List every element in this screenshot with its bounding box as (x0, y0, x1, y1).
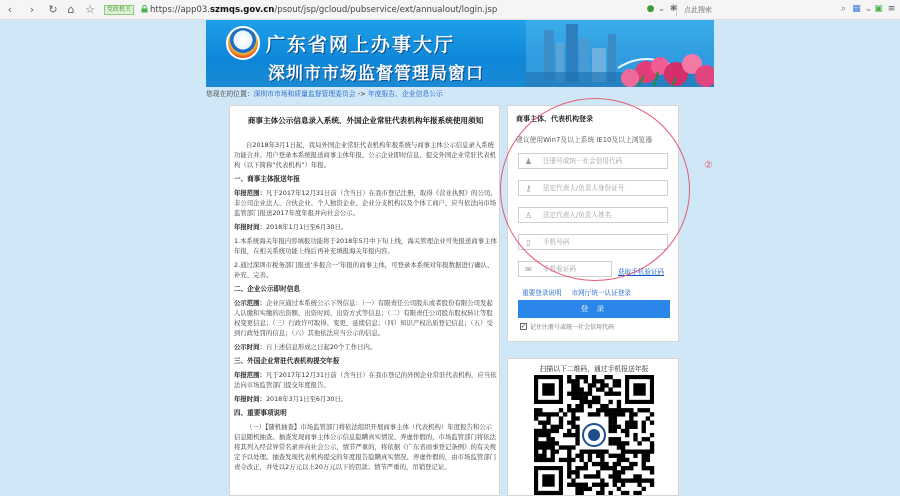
key-icon: ⚷ (525, 184, 532, 193)
breadcrumb-separator: -> (355, 90, 368, 98)
banner-subtitle: 深圳市市场监督管理局窗口 (268, 64, 484, 84)
section-title: 三、外国企业常驻代表机构提交年报 (234, 357, 340, 365)
section-title: 二、企业公示即时信息 (234, 285, 300, 293)
back-icon[interactable]: ‹ (7, 3, 13, 16)
get-sms-code-link[interactable]: 获取手机验证码 (618, 268, 665, 276)
breadcrumb-prefix: 您现在的位置： (206, 90, 254, 98)
notice-paragraph: （一）【随机抽查】市场监管部门将依法组织开展商事主体（代表机构）年度报告和公示信息随机抽查。抽查发现商事主体公示信息隐瞒真实情况、弄虚作假的，市场监管部门将依法将其列入经营异常名录并向社会公示，情节严重的，将依据《广东省商事登记条例》的有关规定予以处理。抽查发现代表机构提交的年度报告隐瞒真实情况、弄虚作假的，由市场监管部门责令改正，并处以2万元以上20万元以下的罚款；情节严重的，吊销登记证。 (234, 423, 497, 471)
notice-paragraph: 2.通过深圳市税务部门报送‘多报合一’年报的商事主体，可登录本系统对年报数据进行确认、补充、完善。 (234, 261, 494, 279)
login-button[interactable]: 登 录 (518, 300, 670, 318)
qr-panel (507, 358, 679, 496)
notice-intro: 自2018年3月1日起，我局外国企业常驻代表机构年报系统与商事主体公示信息录入系统功能合并。用户登录本系统报送商事主体年报、公示企业即时信息、提交外国企业常驻代表机构（以下简称“代表机构”）年报。 (234, 141, 497, 169)
login-heading: 商事主体、代表机构登录 (516, 115, 593, 123)
notice-paragraph: 年报时间：2018年1月1日至6月30日。 (234, 223, 348, 231)
user-icon: ♟ (524, 157, 533, 166)
breadcrumb-link-report[interactable]: 年度报告、企业信息公示 (368, 90, 443, 98)
breadcrumb-link-committee[interactable]: 深圳市市场和质量监督管理委员会 (253, 90, 356, 98)
notice-paragraph: 年报范围：凡于2017年12月31日前（含当日）在我市登记注册，取得《营业执照》的公司、非公司企业法人、合伙企业、个人独资企业、企业分支机构以及个体工商户，应当依法向市场监管部门报送2017年度年报并向社会公示。 (234, 189, 497, 217)
search-engine-icon[interactable]: ✱ (669, 4, 678, 14)
registration-number-field[interactable]: ♟ 注册号或统一社会信用代码 (518, 153, 668, 169)
emblem-logo (226, 26, 260, 60)
qr-code-image (524, 375, 664, 495)
apps-icon[interactable]: ▦ (852, 4, 861, 14)
notice-paragraph: 公示范围：企业应通过本系统公示下列信息：（一）有限责任公司股东或者股份有限公司发起人认缴和实缴的出资额、出资时间、出资方式等信息；（二）有限责任公司股东股权转让等股权变更信息；（三）行政许可取得、变更、延续信息；（四）知识产权出质登记信息；（五）受到行政处罚的信息；（六）其他依法应当公示的信息。 (234, 299, 493, 337)
forward-icon[interactable]: › (29, 3, 35, 16)
browser-toolbar (0, 0, 900, 20)
banner-title: 广东省网上办事大厅 (266, 34, 456, 56)
extension-icon[interactable]: ▣ (874, 4, 883, 14)
city-skyline-image (526, 20, 714, 87)
remember-label: 记住注册号或统一社会信用代码 (530, 324, 615, 331)
annotation-number: ② (704, 160, 713, 171)
shield-icon[interactable]: ● (646, 4, 655, 14)
notice-paragraph: 年报范围：凡于2017年12月31日前（含当日）在我市登记的外国企业常驻代表机构，应当依法向市场监管部门提交年度报告。 (234, 371, 497, 389)
qr-title: 扫描以下二维码，通过手机报送年报 (539, 365, 649, 373)
dropdown-icon[interactable]: ⌄ (657, 4, 666, 14)
unified-auth-link[interactable]: 市网厅统一认证登录 (571, 289, 631, 297)
phone-icon: ▯ (526, 238, 531, 247)
phone-field[interactable]: ▯ 手机号码 (518, 234, 668, 250)
remember-checkbox-row[interactable] (520, 322, 614, 331)
notice-paragraph: 年报时间：2018年3月1日至6月30日。 (234, 395, 348, 403)
trust-badge: 党政机关 (104, 5, 134, 15)
address-bar[interactable]: https://app03.szmqs.gov.cn/psout/jsp/gcloud/pubservice/ext/annualout/login.jsp (150, 5, 498, 15)
menu-icon[interactable]: ≡ (887, 4, 896, 14)
legal-rep-name-field[interactable]: ♙ 法定代表人/负责人姓名 (518, 207, 668, 223)
notice-body (234, 140, 497, 476)
remember-checkbox[interactable]: ✓ (521, 323, 527, 330)
browser-hint: 建议使用Win7及以上系统 IE10及以上浏览器 (516, 136, 653, 144)
search-icon[interactable]: ⌕ (840, 4, 847, 14)
notice-title: 商事主体公示信息录入系统、外国企业常驻代表机构年报系统使用须知 (247, 116, 484, 125)
section-title: 一、商事主体报送年报 (234, 175, 300, 183)
site-banner (206, 20, 714, 87)
login-help-link[interactable]: 重要登录说明 (522, 289, 562, 297)
sms-icon: ✉ (525, 265, 532, 274)
id-number-field[interactable]: ⚷ 法定代表人/负责人身份证号 (518, 180, 668, 196)
download-icon[interactable]: ⌄ (864, 4, 873, 14)
notice-panel (229, 105, 500, 496)
star-icon[interactable]: ☆ (85, 3, 95, 16)
login-links (522, 287, 641, 297)
notice-paragraph: 公示时间：自上述信息形成之日起20个工作日内。 (234, 343, 377, 351)
section-title: 四、重要事项说明 (234, 409, 287, 417)
search-box[interactable]: 点此搜索 (684, 6, 712, 14)
breadcrumb (206, 88, 714, 100)
notice-paragraph: 1.本系统海关年报内容填报功能将于2018年5月中下旬上线，海关管理企业可先报送商事主体年报，在相关系统功能上线后再补充填报海关年报内容。 (234, 237, 497, 255)
lock-icon (141, 5, 148, 13)
annotation-circle (500, 98, 690, 281)
sms-code-field[interactable]: ✉ 手机验证码 (518, 261, 612, 277)
reload-icon[interactable]: ↻ (48, 3, 58, 16)
home-icon[interactable]: ⌂ (67, 3, 75, 16)
person-icon: ♙ (524, 211, 533, 220)
